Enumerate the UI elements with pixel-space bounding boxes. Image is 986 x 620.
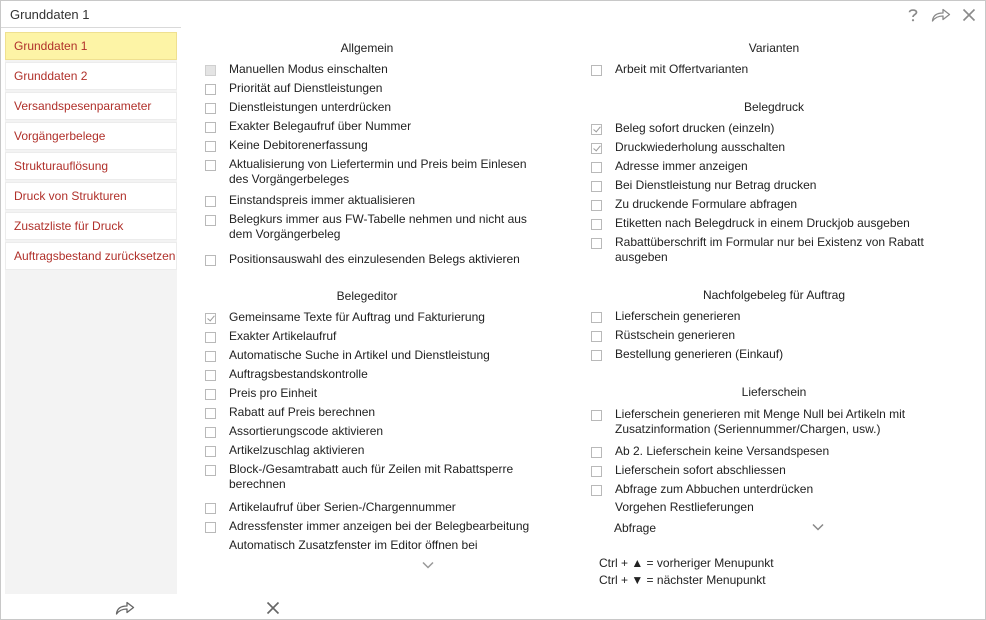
setting-row[interactable]	[591, 62, 748, 77]
setting-label: Manuellen Modus einschalten	[229, 62, 388, 76]
setting-row[interactable]	[205, 212, 527, 242]
checkbox[interactable]	[591, 485, 602, 496]
sidebar-item[interactable]: Versandspesenparameter	[5, 92, 177, 120]
sidebar-nav	[5, 32, 177, 270]
checkbox	[205, 65, 216, 76]
setting-label: Belegkurs immer aus FW-Tabelle nehmen und nicht aus dem Vorgängerbeleg	[229, 212, 527, 241]
setting-row[interactable]	[591, 328, 735, 343]
section-title: Varianten	[748, 41, 800, 55]
setting-label: Arbeit mit Offertvarianten	[615, 62, 749, 76]
sidebar-item[interactable]: Auftragsbestand zurücksetzen	[5, 242, 177, 270]
setting-label: Abfrage zum Abbuchen unterdrücken	[615, 482, 814, 496]
checkbox[interactable]	[205, 122, 216, 133]
setting-label: Rabattüberschrift im Formular nur bei Existenz von Rabatt ausgeben	[615, 235, 924, 264]
setting-label: Adresse immer anzeigen	[615, 159, 748, 173]
help-icon[interactable]	[903, 5, 923, 25]
setting-row[interactable]	[205, 119, 411, 134]
sidebar-item[interactable]: Strukturauflösung	[5, 152, 177, 180]
setting-label: Exakter Artikelaufruf	[229, 329, 337, 343]
sidebar-item[interactable]: Zusatzliste für Druck	[5, 212, 177, 240]
setting-label: Lieferschein generieren	[615, 309, 741, 323]
setting-label: Artikelaufruf über Serien-/Chargennummer	[229, 500, 456, 514]
setting-row[interactable]	[591, 347, 783, 362]
checkbox[interactable]	[205, 160, 216, 171]
setting-label: Etiketten nach Belegdruck in einem Druckjob ausgeben	[615, 216, 910, 230]
checkbox[interactable]	[591, 162, 602, 173]
section-title: Lieferschein	[741, 385, 807, 399]
setting-row[interactable]	[591, 482, 813, 497]
setting-label: Lieferschein generieren mit Menge Null bei Artikeln mit Zusatzinformation (Seriennummer/Chargen, usw.)	[615, 407, 906, 436]
checkbox[interactable]	[591, 143, 602, 154]
section-title: Belegdruck	[743, 100, 805, 114]
setting-row[interactable]	[205, 100, 391, 115]
section-title: Belegeditor	[336, 289, 398, 303]
chevron-down-icon[interactable]	[422, 558, 434, 572]
checkbox[interactable]	[591, 331, 602, 342]
checkbox[interactable]	[205, 215, 216, 226]
checkbox[interactable]	[205, 313, 216, 324]
checkbox[interactable]	[205, 84, 216, 95]
checkbox[interactable]	[591, 124, 602, 135]
setting-row[interactable]	[205, 310, 485, 325]
setting-label: Zu druckende Formulare abfragen	[615, 197, 798, 211]
setting-row[interactable]	[591, 140, 785, 155]
checkbox[interactable]	[591, 466, 602, 477]
setting-label: Block-/Gesamtrabatt auch für Zeilen mit Rabattsperre berechnen	[229, 462, 514, 491]
checkbox[interactable]	[591, 65, 602, 76]
sidebar	[5, 32, 177, 594]
checkbox[interactable]	[205, 141, 216, 152]
setting-row[interactable]	[591, 159, 748, 174]
setting-label: Artikelzuschlag aktivieren	[229, 443, 365, 457]
setting-label: Exakter Belegaufruf über Nummer	[229, 119, 412, 133]
setting-row[interactable]	[591, 309, 740, 324]
setting-label: Dienstleistungen unterdrücken	[229, 100, 392, 114]
setting-row[interactable]	[205, 62, 388, 77]
setting-label: Gemeinsame Texte für Auftrag und Fakturierung	[229, 310, 485, 324]
section-title: Allgemein	[340, 41, 394, 55]
checkbox[interactable]	[591, 350, 602, 361]
window-title: Grunddaten 1	[10, 7, 90, 22]
setting-label: Lieferschein sofort abschliessen	[615, 463, 786, 477]
setting-label: Bestellung generieren (Einkauf)	[615, 347, 784, 361]
setting-row[interactable]	[591, 235, 924, 265]
setting-row[interactable]	[591, 197, 797, 212]
checkbox[interactable]	[205, 446, 216, 457]
setting-label: Ab 2. Lieferschein keine Versandspesen	[615, 444, 830, 458]
checkbox[interactable]	[205, 332, 216, 343]
checkbox[interactable]	[205, 196, 216, 207]
setting-row[interactable]	[591, 178, 816, 193]
vorgehen-dropdown[interactable]	[614, 520, 824, 538]
checkbox[interactable]	[591, 181, 602, 192]
checkbox[interactable]	[591, 312, 602, 323]
checkbox[interactable]	[205, 503, 216, 514]
checkbox[interactable]	[591, 219, 602, 230]
forward-icon[interactable]	[114, 597, 136, 619]
chevron-down-icon	[812, 520, 824, 534]
checkbox[interactable]	[205, 389, 216, 400]
vorgehen-label: Vorgehen Restlieferungen	[615, 500, 754, 514]
setting-row[interactable]	[591, 444, 829, 459]
setting-label: Rabatt auf Preis berechnen	[229, 405, 376, 419]
setting-row[interactable]	[591, 121, 774, 136]
setting-row[interactable]	[205, 329, 336, 344]
setting-row[interactable]	[205, 252, 520, 267]
setting-label: Positionsauswahl des einzulesenden Belegs aktivieren	[229, 252, 520, 266]
setting-label: Rüstschein generieren	[615, 328, 736, 342]
setting-label: Automatische Suche in Artikel und Dienstleistung	[229, 348, 490, 362]
setting-label: Priorität auf Dienstleistungen	[229, 81, 383, 95]
setting-label: Keine Debitorenerfassung	[229, 138, 368, 152]
setting-row[interactable]	[205, 157, 527, 187]
setting-row[interactable]	[205, 405, 375, 420]
checkbox[interactable]	[205, 465, 216, 476]
setting-row[interactable]	[205, 462, 513, 492]
setting-label: Aktualisierung von Liefertermin und Preis beim Einlesen des Vorgängerbeleges	[229, 157, 527, 186]
section-title: Nachfolgebeleg für Auftrag	[702, 288, 846, 302]
setting-row[interactable]	[205, 500, 456, 515]
window-controls	[903, 5, 979, 25]
setting-row[interactable]	[591, 216, 910, 231]
setting-row[interactable]	[205, 367, 368, 382]
setting-row[interactable]	[591, 407, 905, 437]
checkbox[interactable]	[205, 103, 216, 114]
checkbox[interactable]	[205, 351, 216, 362]
bottom-toolbar	[2, 597, 985, 619]
setting-row[interactable]	[205, 386, 317, 401]
vorgehen-value: Abfrage	[614, 521, 657, 535]
sidebar-item[interactable]: Vorgängerbelege	[5, 122, 177, 150]
shortcut-previous: Ctrl + ▲ = vorheriger Menupunkt	[599, 556, 774, 570]
close-icon[interactable]	[959, 5, 979, 25]
setting-label: Bei Dienstleistung nur Betrag drucken	[615, 178, 817, 192]
setting-label: Einstandspreis immer aktualisieren	[229, 193, 416, 207]
close-icon[interactable]	[262, 597, 284, 619]
checkbox[interactable]	[591, 238, 602, 249]
setting-row[interactable]	[205, 348, 490, 363]
setting-row[interactable]	[205, 138, 368, 153]
checkbox[interactable]	[205, 522, 216, 533]
shortcut-next: Ctrl + ▼ = nächster Menupunkt	[599, 573, 766, 587]
setting-row[interactable]	[205, 443, 364, 458]
sidebar-item[interactable]: Grunddaten 1	[5, 32, 177, 60]
setting-label: Adressfenster immer anzeigen bei der Belegbearbeitung	[229, 519, 530, 533]
setting-row[interactable]	[591, 463, 786, 478]
checkbox[interactable]	[205, 370, 216, 381]
sidebar-item[interactable]: Grunddaten 2	[5, 62, 177, 90]
checkbox[interactable]	[205, 255, 216, 266]
setting-label: Beleg sofort drucken (einzeln)	[615, 121, 775, 135]
checkbox[interactable]	[205, 427, 216, 438]
checkbox[interactable]	[205, 408, 216, 419]
checkbox[interactable]	[591, 410, 602, 421]
trailing-text: Automatisch Zusatzfenster im Editor öffnen bei	[229, 538, 478, 552]
setting-label: Preis pro Einheit	[229, 386, 318, 400]
title-tab	[1, 1, 181, 28]
settings-panel	[182, 29, 985, 599]
checkbox[interactable]	[591, 447, 602, 458]
setting-label: Druckwiederholung ausschalten	[615, 140, 786, 154]
checkbox[interactable]	[591, 200, 602, 211]
setting-label: Auftragsbestandskontrolle	[229, 367, 368, 381]
setting-row[interactable]	[205, 424, 383, 439]
setting-row[interactable]	[205, 519, 529, 534]
setting-row[interactable]	[205, 193, 415, 208]
setting-label: Assortierungscode aktivieren	[229, 424, 384, 438]
forward-icon[interactable]	[931, 5, 951, 25]
setting-row[interactable]	[205, 81, 382, 96]
sidebar-item[interactable]: Druck von Strukturen	[5, 182, 177, 210]
